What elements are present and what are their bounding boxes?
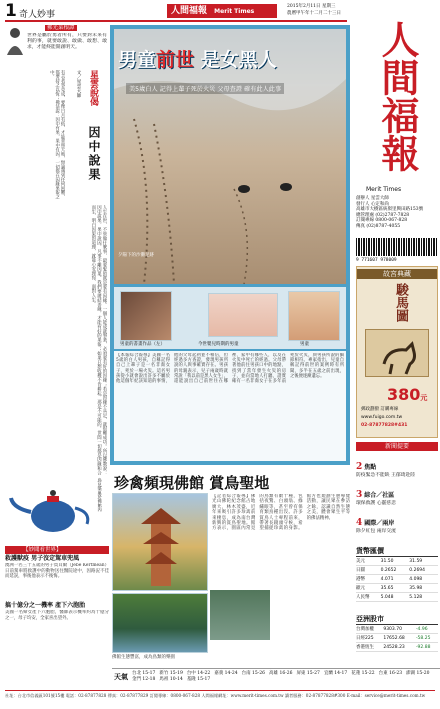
weather-city: 高雄 16-26 [269,671,293,676]
column-title-b: 因中說果 [87,126,101,182]
weather-city: 台東 16-23 [378,671,403,676]
forex-cell: 5.048 [381,593,410,602]
big-masthead-title: 人間福報 [375,20,419,172]
column-box [5,70,107,202]
ad-phone: 02-87877828#431 [361,423,408,428]
weather-city: 台北 15-17 [132,671,156,676]
ad-price [387,385,427,404]
pagoda-photo [112,493,208,591]
baby-photo [208,293,278,337]
forex-cell: 日圓 [356,566,381,575]
bird-body: 【記者綜合報導】佛光山佛陀紀念館占地廣大，林木茂盛，近年來吸引許多珍禽前來棲息，成為南台灣新興的賞鳥聖地。館方表示，園區內常見的鳥類有數十種，包括夜鷺、白頭翁、綠繡眼等，甚至曾有保育類鳥種出沒。許多賞鳥人士專程前來，帶著長鏡頭守候，希望捕捉珍禽的身影。館方也規劃生態導覽活動，讓民眾在參訪之餘，認識自然生態之美，體會眾生平等的佛法精神。 [212,494,350,532]
weather-city: 基隆 15-17 [186,676,211,682]
stock-cell: -58.25 [416,634,438,643]
stock-title: 亞洲股市 [356,614,438,625]
stock-cell: 9303.70 [383,625,416,634]
forex-cell: 4.098 [409,575,438,584]
masthead-small [167,4,277,18]
feature-subhead: 美5歲白人 記得上輩子死於火災 父母查證 確有此人此事 [126,83,284,94]
buddha-figure-icon [5,25,25,55]
ad-painting [365,329,429,377]
index-item[interactable] [356,482,438,507]
column-body: 人生在世，不管做什麼事，最要緊的就是要有因緣。一個人能成就事業，必須要有好的因緣；若是因緣不具足，就很難成功。所以佛教說：因中說果，果中說因，凡事不離因果。我們要廣結善緣，才能有好的果報；如果只想收穫不肯耕耘，那是不可能的。世間一切都是因緣和合而生，明白因果的道理，就能心安理得，面對人生。 [90,205,107,475]
stock-cell: 日經225 [356,634,383,643]
feature-panel [110,25,350,465]
forex-cell: 31.50 [381,557,410,566]
stock-cell: 香港恆生 [356,643,383,652]
phone-3: 傳真 (02)8787-4055 [356,223,401,229]
registration: 發行人 心定和尚 [356,201,389,207]
weather-city: 宜蘭 14-17 [323,671,348,676]
odd-text-2: 美國一名婦女產下六胞胎，醫師表示機率約為十億分之一，母子均安，全家喜出望外。 [5,610,109,621]
forex-row [356,593,438,602]
headline-part-3: 是女黑人 [194,49,277,71]
stock-row [356,634,438,643]
forex-row [356,575,438,584]
weather-city: 台南 15-26 [241,671,266,676]
feature-body-area [114,351,346,461]
column-title-a: 星雲說偈 [88,70,98,106]
index-text: 防疫緊急不能缺 王郁琦赴陸 [356,473,416,478]
masthead-small-title: 人間福報 [171,6,208,16]
turtle-2 [280,183,292,191]
big-masthead-en: Merit Times [366,186,402,193]
index-number: 3 [356,490,363,500]
caption-2: 今世嬰兒時期的男童 [198,342,239,347]
lunar-date: 農曆甲午年十二月二十三日 [287,11,341,16]
weather-city: 澎湖 15-20 [406,671,430,676]
forex-row [356,584,438,593]
forex-table [356,557,438,602]
horse-icon [366,330,430,378]
odd-headline-2: 搞十億分之一機率 產下六胞胎 [5,602,86,610]
footer-contact: 社址：台北市信義區101號15樓 電話：02-87877828 傳真：02-87877829 訂閱專線：0800-067-828 人間福報網址：www.merit-times.com.tw 讀者服務：02-87877828#300 E-mail：service@merit-times.com.tw [5,690,435,704]
page-header [5,3,347,22]
publisher-info [356,196,438,230]
stock-cell: 24528.23 [383,643,416,652]
odd-news [5,546,109,674]
masthead-small-en: Merit Times [214,8,255,15]
forex-cell: 5.128 [409,593,438,602]
forex-cell: 35.98 [409,584,438,593]
forex-cell: 0.2652 [381,566,410,575]
bird-photo-caption: 佛館生態豐富，成為鳥類的樂園 [112,655,175,660]
vignette-caption: 鳥兒築巢於佛館內 [97,478,103,512]
forex-box [356,546,438,608]
forex-cell: 31.59 [409,557,438,566]
caption-1: 男童的書畫作品（左） [120,342,165,347]
weather-city: 嘉義 14-24 [214,671,238,676]
stock-box [356,614,438,674]
forex-title: 貨幣匯價 [356,546,438,557]
page-number: 1 [5,1,17,21]
odd-text-1: 澳洲一名三十五歲的男子賈貝爾（Jebe Kertmean）日前駕車將救護中的動物送往醫院途中，因路況不佳而延誤，事後他表示不後悔。 [5,563,109,580]
index-item[interactable] [356,454,438,479]
caption-3: 男童 [300,342,309,347]
vignette [5,478,107,542]
barcode [356,238,438,256]
index-number: 4 [356,518,363,528]
phone-1: 總管理處 (02)2787-7828 [356,212,410,218]
feature-headline [118,45,277,72]
index-section: 國際／兩岸 [364,520,395,527]
stock-cell: -4.96 [416,625,438,634]
weather-city: 新竹 15-19 [159,671,183,676]
stock-cell: 台灣加權 [356,625,383,634]
phone-2: 訂閱專線 0800-067-828 [356,218,408,224]
column-byline: 文／星雲大師 [76,70,81,98]
index-item[interactable] [356,510,438,535]
weather-city: 台中 14-22 [186,671,211,676]
weather-cities [132,671,440,682]
weather-city: 馬祖 10-14 [159,676,183,682]
index-list [356,454,438,535]
column-verse: 有志者事竟成，要像日月有恆，才能普照大地，無論遇到任何困難，都要持之以恆；佛法說：因中有果，果中有因，一切都在因緣果報之中。 [49,70,65,199]
odd-headline-1: 救護獸疫 男子沒定駕車兜風 [5,555,80,562]
index-title: 新聞提要 [356,442,438,451]
address: 高雄市大樹區統嶺里興田路153號 [356,207,424,213]
forex-row [356,557,438,566]
forex-cell: 35.65 [381,584,410,593]
stock-row [356,643,438,652]
ad-note: 郵政劃撥 訂購專線 [361,407,399,412]
big-masthead [356,6,438,191]
bird-thumb [210,590,270,640]
odd-label: 【妙聞看世界】 [5,546,109,554]
feature-body: 【本報綜合報導】美國一名5歲的白人男孩，自稱記得自己上輩子是一名非裔女子，死於一場火災。這名男孩從小就會說出許多不屬於他這個年紀該知道的事情，他的父母起初並不相信，但經過多方查證，發現男孩所說的人與事確實存在。男孩的母親表示，兒子兩歲時就常說「我以前是黑人女生」，還能說出自己前世住在哪裡、家中有哪些人，以及在火災中死亡的經過。父母帶著他前往男孩口中的地點，找到了當年發生火災的房子，並向當地人打聽，證實確有一名非裔女子在多年前死於火災，與男孩所說的細節相符。專家指出，兒童自稱記得前世的案例時有所聞，多半在五歲之前出現，之後便逐漸遺忘。 [116,353,344,385]
forex-row [356,566,438,575]
boy-photo [288,291,340,341]
isbn: 9 771607 978009 [356,258,397,263]
index-text: 環保救護 心靈慈悲 [356,501,396,506]
pagoda-illustration [113,494,209,592]
pond-photo [112,593,208,653]
motto-title: 佛光菜根譚 [47,25,75,31]
bird-photos [112,493,208,669]
forex-cell: 4.071 [381,575,410,584]
ad-title: 駿馬圖 [393,283,408,322]
ad-box [356,266,438,438]
stock-table [356,625,438,652]
weather-label: 天氣 [114,672,128,681]
index-section: 綜合／社區 [364,492,395,499]
index-number: 2 [356,462,363,472]
headline-part-2: 前世 [156,49,195,71]
weather-city: 屏東 15-27 [296,671,320,676]
photo-row [114,287,346,349]
buddha-figure [5,25,25,55]
stock-cell: -92.88 [416,643,438,652]
beach-caption: 夕陽下的沙灘足跡 [118,253,154,258]
headline-part-1: 男童 [118,49,157,71]
ad-url: www.fuigo.com.tw [361,415,403,420]
weather-city: 金門 12-18 [132,676,156,682]
index-text: 除夕紅包 兩岸交流 [356,529,396,534]
ad-price-value: 380 [387,385,421,404]
forex-cell: 歐元 [356,584,381,593]
motto-text: 世界是屬於勇者所有，只要對未來有利的事，就要敢說、敢做、敢想、敢求，才能終能開創明天。 [27,33,107,50]
ad-price-unit: 元 [420,394,428,402]
date-line: 2015年2月11日 星期三 [287,4,336,9]
turtle-1 [238,185,250,193]
motto-box [5,25,107,65]
forex-cell: 美元 [356,557,381,566]
forex-cell: 0.2694 [409,566,438,575]
weather-bar [112,668,440,688]
section-name: 奇人妙事 [19,10,56,20]
child-drawing-photo [120,291,172,341]
index-section: 焦點 [364,464,377,471]
stock-row [356,625,438,634]
ad-brand: 故宮典藏 [357,269,437,279]
forex-cell: 人民幣 [356,593,381,602]
stock-cell: 17652.68 [383,634,416,643]
bird-headline: 珍禽頻現佛館 賞鳥聖地 [114,474,270,492]
news-index [356,442,438,540]
sidebar [352,0,440,676]
forex-cell: 港幣 [356,575,381,584]
weather-city: 花蓮 15-22 [351,671,375,676]
teapot-illustration [5,478,107,542]
publisher: 創辦人 星雲大師 [356,196,389,201]
